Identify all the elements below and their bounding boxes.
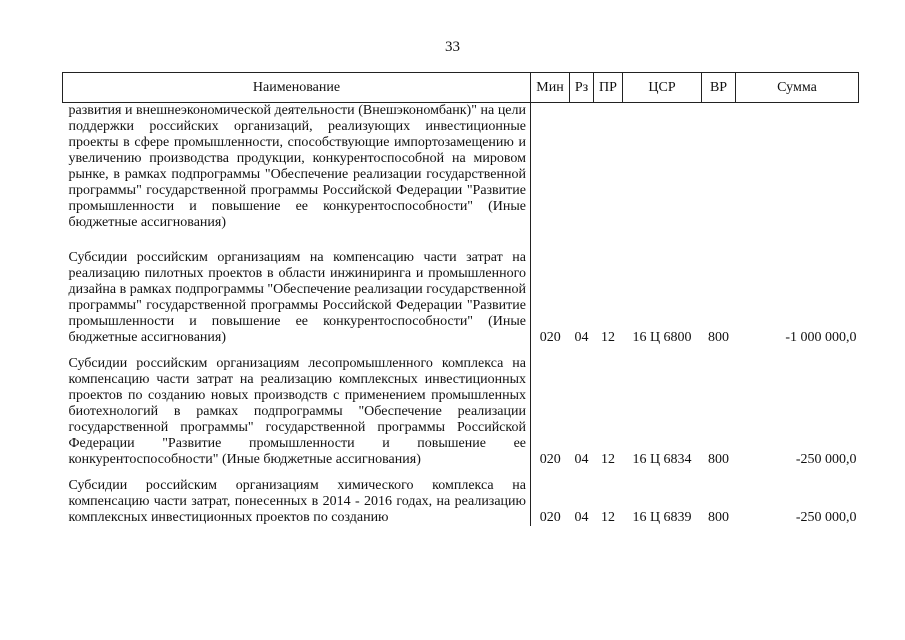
row-pr-cell: 12 [601,330,615,345]
row-sum-cell: -1 000 000,0 [785,330,857,345]
row-rz-cell: 04 [574,330,589,345]
row-csr-cell: 16 Ц 6839 [632,510,692,525]
row-rz-cell [570,103,594,241]
row-rz-cell: 04 [574,510,589,525]
row-pr-cell: 12 [601,510,615,525]
header-sum: Сумма [736,73,859,103]
row-sum-cell: -250 000,0 [795,452,857,467]
table-row [63,103,859,241]
header-row [63,73,859,103]
budget-table [62,72,859,526]
header-csr: ЦСР [623,73,702,103]
row-csr-cell [623,103,702,241]
row-min-cell [531,103,570,241]
header-vr: ВР [702,73,736,103]
header-min: Мин [531,73,570,103]
row-rz-cell: 04 [574,452,589,467]
row-pr-cell [594,103,623,241]
row-vr-cell: 800 [708,330,729,345]
header-rz: Рз [570,73,594,103]
table-header [63,73,859,103]
row-min-cell: 020 [539,510,561,525]
row-name-cell [63,240,531,346]
row-min-cell: 020 [539,452,561,467]
row-pr-cell: 12 [601,452,615,467]
row-csr-cell: 16 Ц 6800 [632,330,692,345]
table-row [63,240,859,346]
row-min-cell: 020 [539,330,561,345]
header-name: Наименование [63,73,531,103]
row-vr-cell: 800 [708,452,729,467]
row-name-text: развития и внешнеэкономической деятельности (Внешэкономбанк)" на цели поддержки российских организаций, реализующих инвестиционные проекты в сфере промышленности, способствующие импортозамещению и увеличению производства продукции, конкурентоспособной на мировом рынке, в рамках подпрограммы "Обеспечение реализации государственной программы" государственной программы Российской Федерации "Развитие промышленности и повышение ее конкурентоспособности" (Иные бюджетные ассигнования) [68,103,526,230]
page-number: 33 [445,39,460,55]
row-name-cell [63,468,531,526]
row-name-cell [63,103,531,241]
table-body [63,103,859,527]
row-name-cell [63,346,531,468]
row-sum-cell: -250 000,0 [795,510,857,525]
row-vr-cell [702,103,736,241]
table-row [63,346,859,468]
row-sum-cell [736,103,859,241]
row-name-text: Субсидии российским организациям химического комплекса на компенсацию части затрат, понесенных в 2014 - 2016 годах, на реализацию комплексных инвестиционных проектов по созданию [68,478,526,525]
row-csr-cell: 16 Ц 6834 [632,452,692,467]
row-vr-cell: 800 [708,510,729,525]
table-row [63,468,859,526]
row-name-text: Субсидии российским организациям лесопромышленного комплекса на компенсацию части затрат на реализацию комплексных инвестиционных проектов по созданию новых производств с применением промышленных биотехнологий в рамках подпрограммы "Обеспечение реализации государственной программы" государственной программы Российской Федерации "Развитие промышленности и повышение ее конкурентоспособности" (Иные бюджетные ассигнования) [68,356,526,467]
row-name-text: Субсидии российским организациям на компенсацию части затрат на реализацию пилотных проектов в области инжиниринга и промышленного дизайна в рамках подпрограммы "Обеспечение реализации государственной программы" государственной программы Российской Федерации "Развитие промышленности и повышение ее конкурентоспособности" (Иные бюджетные ассигнования) [68,250,526,345]
header-pr: ПР [594,73,623,103]
